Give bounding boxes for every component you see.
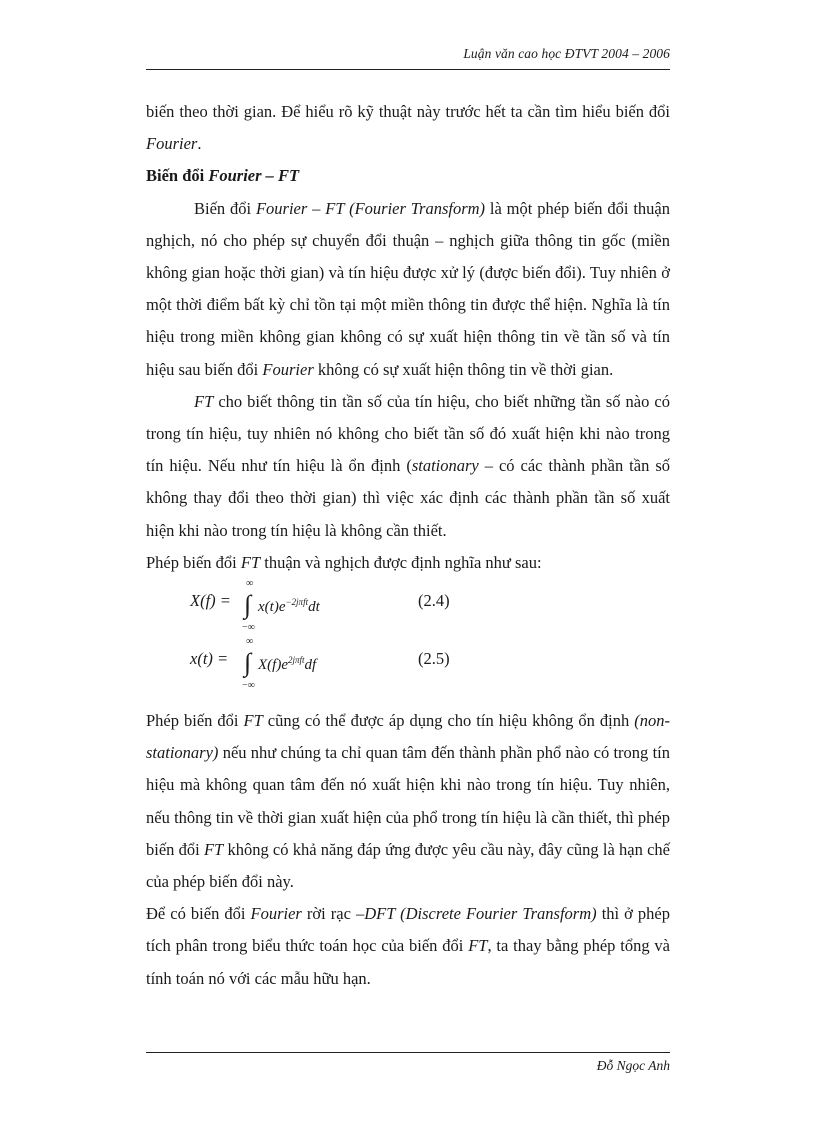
paragraph-1: biến theo thời gian. Để hiểu rõ kỹ thuật này trước hết ta cần tìm hiểu biến đổi Fourier. [146,102,670,154]
equation-number: (2.4) [418,591,450,611]
header-rule [146,69,670,70]
equation-integrand: $x(t)e^{-2j\pi ft}dt$ [258,597,320,616]
equation-lhs: X(f) = [190,591,231,611]
equation-integrand: $X(f)e^{2j\pi ft}df$ [258,655,317,674]
paragraph-6: Để có biến đổi Fourier rời rạc –DFT (Discrete Fourier Transform) thì ở phép tích phân trong biểu thức toán học của biến đổi FT, ta thay bằng phép tổng và tính toán nó với các mẫu hữu hạn. [146,904,671,988]
equation-lhs: x(t) = [190,649,229,669]
footer-rule [146,1052,670,1053]
paragraph-2: Biến đổi Fourier – FT (Fourier Transform) là một phép biến đổi thuận nghịch, nó cho phép sự chuyển đổi thuận – nghịch giữa thông tin gốc (miền không gian hoặc thời gian) và tín hiệu được xử lý (được biến đổi). Tuy nhiên ở một thời điểm bất kỳ chỉ tồn tại một miền thông tin được thể hiện. Nghĩa là tín hiệu trong miền không gian không có sự xuất hiện thông tin về tần số và tín hiệu sau biến đổi Fourier không có sự xuất hiện thông tin về thời gian. [146,198,670,379]
paragraph-5: Phép biến đổi FT cũng có thể được áp dụng cho tín hiệu không ổn định (non-stationary) nếu như chúng ta chỉ quan tâm đến thành phần phổ nào có trong tín hiệu mà không quan tâm đến nó xuất hiện khi nào trong tín hiệu. Tuy nhiên, nếu thông tin về thời gian xuất hiện của phổ trong tín hiệu là cần thiết, thì phép biến đổi FT không có khả năng đáp ứng được yêu cầu này, đây cũng là hạn chế của phép biến đổi này. [146,711,670,892]
paragraph-3: FT cho biết thông tin tần số của tín hiệu, cho biết những tần số nào có trong tín hiệu, tuy nhiên nó không cho biết tần số đó xuất hiện khi nào trong tín hiệu. Nếu như tín hiệu là ổn định (stationary – có các thành phần tần số không thay đổi theo thời gian) thì việc xác định các thành phần tần số xuất hiện khi nào trong tín hiệu là không cần thiết. [146,391,671,540]
equation-2-5 [146,636,670,699]
equation-2-4 [146,578,670,641]
integral-sign: ∞ ∫ −∞ [242,578,255,634]
page-body [146,96,670,995]
page-footer: Đỗ Ngọc Anh [596,1058,670,1073]
page-header: Luận văn cao học ĐTVT 2004 – 2006 [463,46,670,61]
integral-sign: ∞ ∫ −∞ [242,636,255,692]
paragraph-4: Phép biến đổi FT thuận và nghịch được định nghĩa như sau: [146,552,542,572]
section-heading: Biến đổi Fourier – FT [146,166,300,186]
equation-number: (2.5) [418,649,450,669]
